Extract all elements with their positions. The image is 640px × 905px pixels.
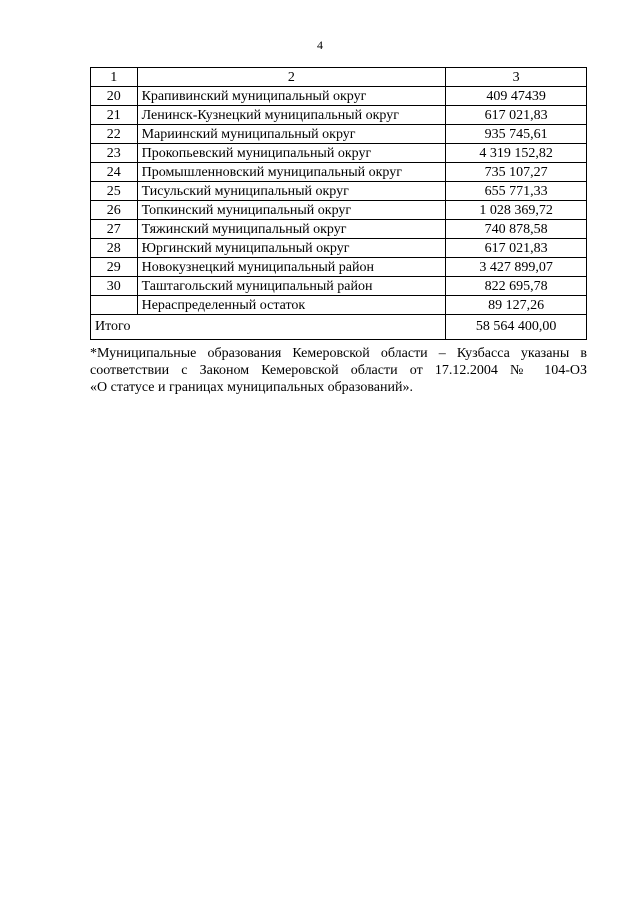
table-row	[91, 125, 587, 144]
table-row	[91, 277, 587, 296]
total-label: Итого	[91, 315, 446, 340]
total-amount: 58 564 400,00	[446, 315, 587, 340]
table-row	[91, 220, 587, 239]
row-number: 30	[91, 277, 138, 296]
row-amount: 740 878,58	[446, 220, 587, 239]
row-number: 25	[91, 182, 138, 201]
column-header-name: 2	[137, 68, 446, 87]
allocation-table	[90, 67, 587, 340]
row-number: 21	[91, 106, 138, 125]
row-amount: 655 771,33	[446, 182, 587, 201]
row-amount: 617 021,83	[446, 239, 587, 258]
row-name: Тяжинский муниципальный округ	[137, 220, 446, 239]
footnote-line: «О статусе и границах муниципальных образований».	[90, 380, 413, 395]
table-row	[91, 87, 587, 106]
footnote-line: *Муниципальные образования Кемеровской области – Кузбасса указаны в	[90, 346, 587, 361]
column-header-amount: 3	[446, 68, 587, 87]
row-amount: 4 319 152,82	[446, 144, 587, 163]
footnote	[90, 345, 587, 396]
table-row	[91, 239, 587, 258]
row-name: Юргинский муниципальный округ	[137, 239, 446, 258]
table-total-row	[91, 315, 587, 340]
row-amount: 89 127,26	[446, 296, 587, 315]
row-amount: 935 745,61	[446, 125, 587, 144]
row-number: 26	[91, 201, 138, 220]
row-name: Тисульский муниципальный округ	[137, 182, 446, 201]
row-name: Ленинск-Кузнецкий муниципальный округ	[137, 106, 446, 125]
row-name: Промышленновский муниципальный округ	[137, 163, 446, 182]
column-header-number: 1	[91, 68, 138, 87]
table-header-row	[91, 68, 587, 87]
row-amount: 822 695,78	[446, 277, 587, 296]
row-number: 20	[91, 87, 138, 106]
table-row	[91, 106, 587, 125]
table-row	[91, 258, 587, 277]
row-amount: 409 47439	[446, 87, 587, 106]
row-number: 22	[91, 125, 138, 144]
table-row	[91, 201, 587, 220]
table-row	[91, 182, 587, 201]
row-number: 23	[91, 144, 138, 163]
row-name: Крапивинский муниципальный округ	[137, 87, 446, 106]
row-amount: 3 427 899,07	[446, 258, 587, 277]
row-name: Таштагольский муниципальный район	[137, 277, 446, 296]
row-amount: 1 028 369,72	[446, 201, 587, 220]
row-name: Нераспределенный остаток	[137, 296, 446, 315]
row-number: 29	[91, 258, 138, 277]
row-number	[91, 296, 138, 315]
table-row	[91, 144, 587, 163]
row-number: 27	[91, 220, 138, 239]
row-name: Прокопьевский муниципальный округ	[137, 144, 446, 163]
row-amount: 617 021,83	[446, 106, 587, 125]
table-row	[91, 296, 587, 315]
row-amount: 735 107,27	[446, 163, 587, 182]
row-name: Новокузнецкий муниципальный район	[137, 258, 446, 277]
row-number: 28	[91, 239, 138, 258]
row-name: Топкинский муниципальный округ	[137, 201, 446, 220]
row-name: Мариинский муниципальный округ	[137, 125, 446, 144]
row-number: 24	[91, 163, 138, 182]
page-number: 4	[317, 38, 323, 52]
table-row	[91, 163, 587, 182]
footnote-line: соответствии с Законом Кемеровской области от 17.12.2004 № 104-ОЗ	[90, 363, 587, 378]
